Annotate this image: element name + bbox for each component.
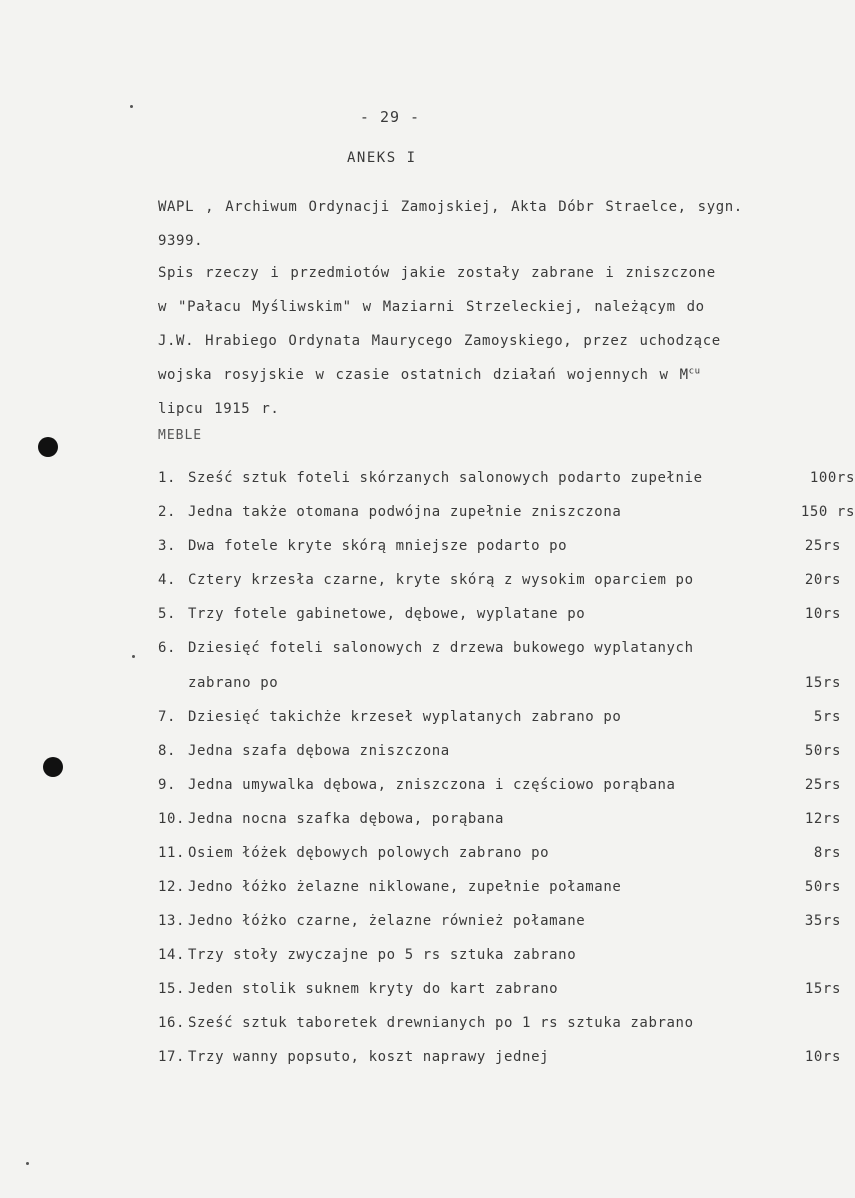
list-item [158, 606, 847, 632]
item-price: 20rs [804, 572, 841, 588]
item-number: 9. [158, 777, 177, 793]
annex-title: ANEKS I [347, 150, 417, 166]
description-line: J.W. Hrabiego Ordynata Maurycego Zamoyskiego, przez uchodzące [158, 333, 721, 349]
item-text: Jedno łóżko czarne, żelazne również połamane [188, 913, 586, 929]
item-number: 7. [158, 709, 177, 725]
list-item [158, 947, 847, 973]
list-item [158, 538, 847, 564]
item-price: 5rs [813, 709, 841, 725]
reference-line: 9399. [158, 233, 204, 249]
punch-hole [38, 437, 58, 457]
item-price: 8rs [813, 845, 841, 861]
page-number: - 29 - [359, 108, 421, 126]
item-price: 15rs [804, 981, 841, 997]
list-item [158, 879, 847, 905]
list-item [158, 981, 847, 1007]
paper-speck [26, 1162, 29, 1165]
item-number: 3. [158, 538, 177, 554]
archive-reference [158, 190, 828, 258]
item-number: 13. [158, 913, 186, 929]
list-item [158, 777, 847, 803]
item-text: Jedno łóżko żelazne niklowane, zupełnie połamane [188, 879, 622, 895]
item-price: 12rs [804, 811, 841, 827]
list-item [158, 709, 847, 735]
item-price: 25rs [804, 777, 841, 793]
description-line: lipcu 1915 r. [158, 401, 280, 417]
item-number: 1. [158, 470, 177, 486]
item-number: 2. [158, 504, 177, 520]
list-item [158, 504, 855, 530]
item-text: Osiem łóżek dębowych polowych zabrano po [188, 845, 550, 861]
punch-hole [43, 757, 63, 777]
list-item [158, 572, 847, 598]
item-number: 15. [158, 981, 186, 997]
item-price: 50rs [804, 743, 841, 759]
item-number: 14. [158, 947, 186, 963]
inventory-description [158, 256, 828, 426]
paper-speck [130, 105, 133, 108]
item-price: 50rs [804, 879, 841, 895]
item-number: 5. [158, 606, 177, 622]
item-price: 35rs [804, 913, 841, 929]
item-number: 12. [158, 879, 186, 895]
item-continuation: zabrano po [188, 675, 279, 691]
list-item [158, 743, 847, 769]
item-number: 16. [158, 1015, 186, 1031]
description-text: wojska rosyjskie w czasie ostatnich działań wojennych w M [158, 367, 689, 383]
item-text: Sześć sztuk taboretek drewnianych po 1 rs sztuka zabrano [188, 1015, 694, 1031]
list-item [158, 845, 847, 871]
item-number: 4. [158, 572, 177, 588]
item-number: 10. [158, 811, 186, 827]
description-line: w "Pałacu Myśliwskim" w Maziarni Strzeleckiej, należącym do [158, 299, 705, 315]
item-price: 10rs [804, 606, 841, 622]
item-price: 100rs [809, 470, 855, 486]
description-line: Spis rzeczy i przedmiotów jakie zostały zabrane i zniszczone [158, 265, 716, 281]
item-text: Dziesięć takichże krzeseł wyplatanych zabrano po [188, 709, 622, 725]
item-text: Jeden stolik suknem kryty do kart zabrano [188, 981, 559, 997]
item-text: Dziesięć foteli salonowych z drzewa bukowego wyplatanych [188, 640, 694, 656]
item-text: Cztery krzesła czarne, kryte skórą z wysokim oparciem po [188, 572, 694, 588]
item-text: Trzy wanny popsuto, koszt naprawy jednej [188, 1049, 550, 1065]
item-number: 17. [158, 1049, 186, 1065]
item-text: Jedna nocna szafka dębowa, porąbana [188, 811, 505, 827]
description-line [158, 358, 828, 392]
list-item [158, 470, 855, 496]
item-text: Sześć sztuk foteli skórzanych salonowych podarto zupełnie [188, 470, 703, 486]
item-text: Trzy stoły zwyczajne po 5 rs sztuka zabrano [188, 947, 577, 963]
paper-speck [132, 655, 135, 658]
list-item [158, 811, 847, 837]
item-number: 11. [158, 845, 186, 861]
item-text: Dwa fotele kryte skórą mniejsze podarto po [188, 538, 568, 554]
item-price: 15rs [804, 675, 841, 691]
reference-line: WAPL , Archiwum Ordynacji Zamojskiej, Akta Dóbr Straelce, sygn. [158, 199, 743, 215]
item-text: Jedna także otomana podwójna zupełnie zniszczona [188, 504, 622, 520]
list-item [158, 913, 847, 939]
section-heading: MEBLE [158, 428, 203, 443]
list-item [158, 1015, 847, 1041]
item-price: 25rs [804, 538, 841, 554]
superscript: cu [688, 366, 701, 377]
item-number: 8. [158, 743, 177, 759]
item-price: 10rs [804, 1049, 841, 1065]
item-text: Trzy fotele gabinetowe, dębowe, wyplatane po [188, 606, 586, 622]
item-number: 6. [158, 640, 177, 656]
item-price: 150 rs [800, 504, 855, 520]
item-text: Jedna szafa dębowa zniszczona [188, 743, 450, 759]
list-item [158, 640, 847, 666]
list-item [158, 1049, 847, 1075]
item-text: Jedna umywalka dębowa, zniszczona i częściowo porąbana [188, 777, 676, 793]
